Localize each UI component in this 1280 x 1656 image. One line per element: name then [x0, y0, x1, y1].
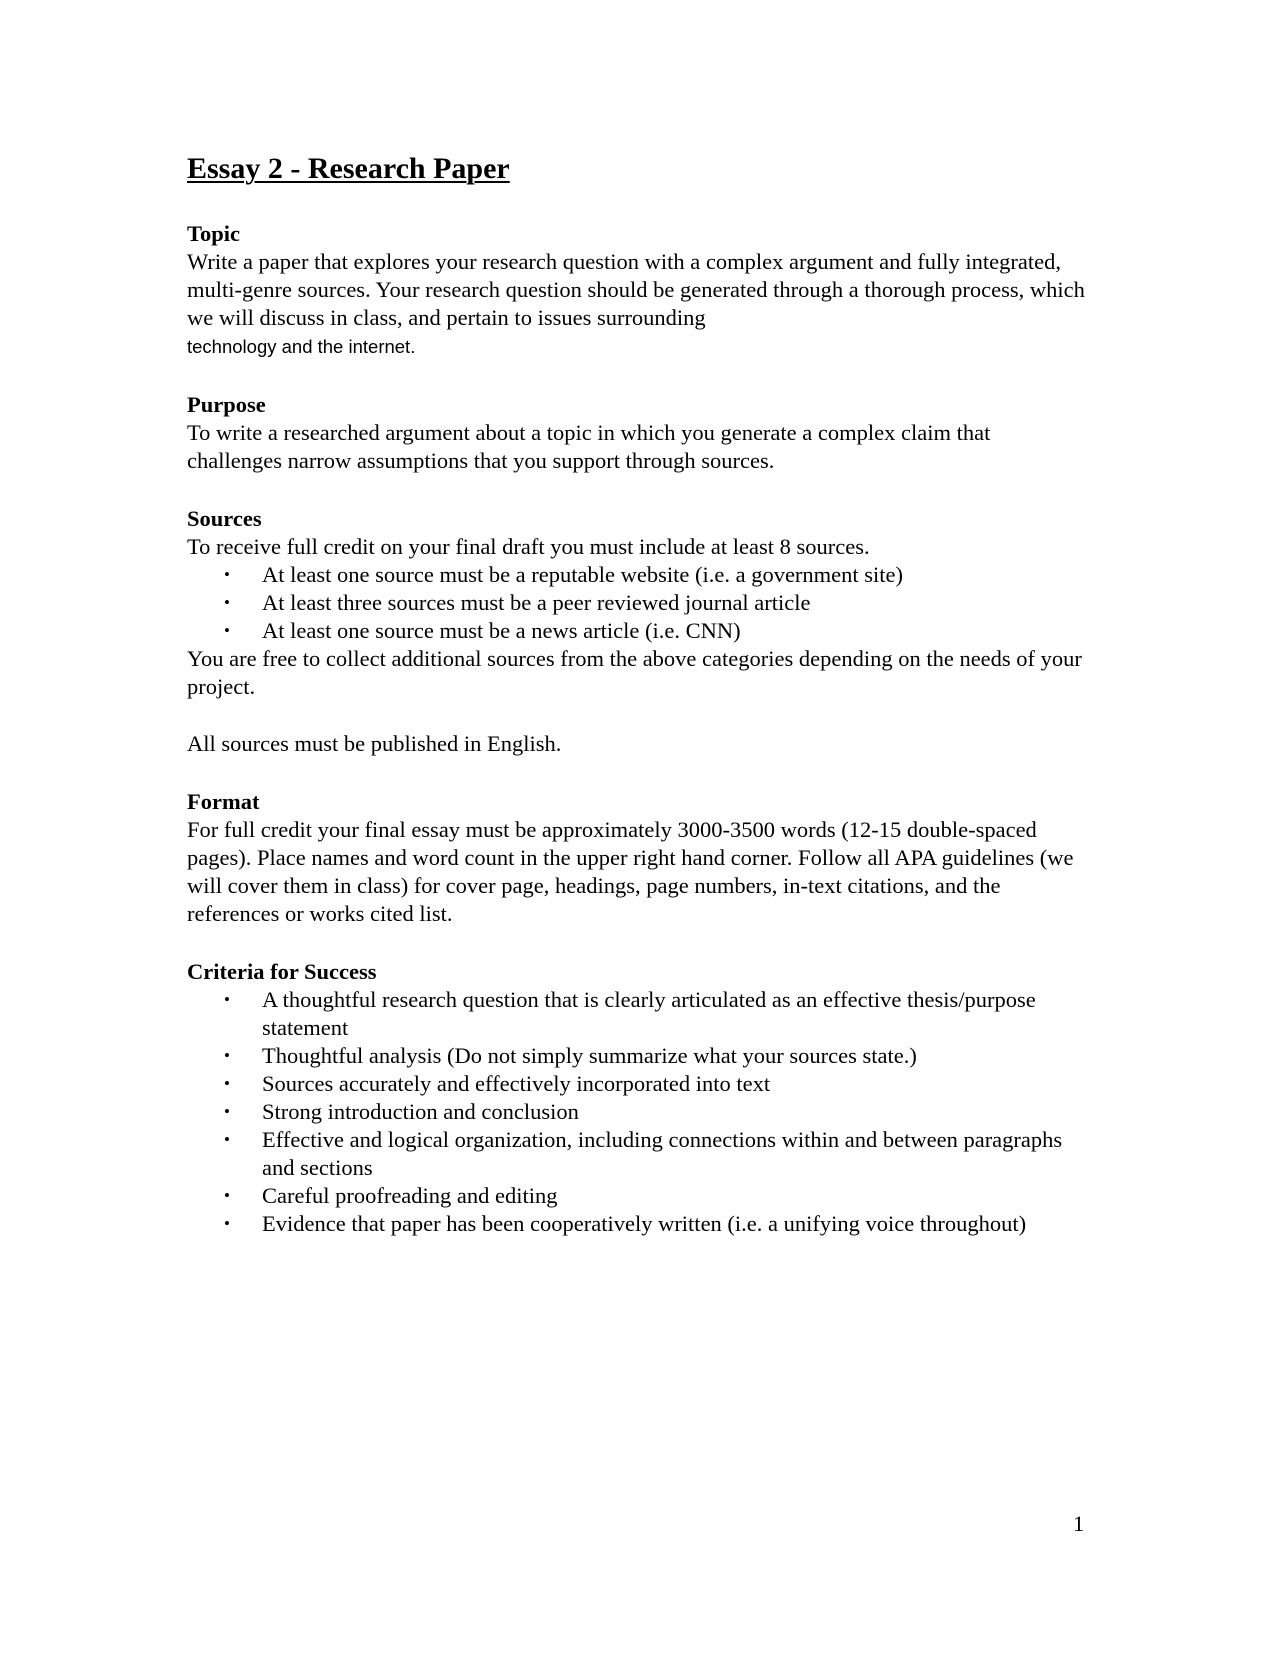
list-item: [187, 1070, 1087, 1098]
document-body: [187, 148, 1087, 1238]
sources-section: [187, 504, 1087, 758]
topic-section: [187, 219, 1087, 361]
list-item: [187, 986, 1087, 1042]
list-item-text: Careful proofreading and editing: [262, 1183, 558, 1208]
purpose-heading: Purpose: [187, 392, 266, 417]
list-item: [187, 617, 1087, 645]
bullet-icon: •: [224, 1102, 230, 1121]
bullet-icon: •: [224, 621, 230, 640]
list-item-text: Effective and logical organization, including connections within and between paragraphs and sections: [262, 1127, 1063, 1180]
sources-english-note: All sources must be published in English.: [187, 731, 562, 756]
bullet-icon: •: [224, 1046, 230, 1065]
format-section: [187, 787, 1087, 928]
format-text: For full credit your final essay must be approximately 3000-3500 words (12-15 double-spaced pages). Place names and word count in the upper right hand corner. Follow all APA guidelines (we will cover them in class) for cover page, headings, page numbers, in-text citations, and the references or works cited list.: [187, 817, 1074, 926]
sources-outro: You are free to collect additional sources from the above categories depending on the needs of your project.: [187, 646, 1082, 699]
purpose-text: To write a researched argument about a topic in which you generate a complex claim that challenges narrow assumptions that you support through sources.: [187, 420, 991, 473]
criteria-heading: Criteria for Success: [187, 959, 377, 984]
list-item: [187, 1210, 1087, 1238]
sources-heading: Sources: [187, 506, 262, 531]
list-item: [187, 1042, 1087, 1070]
bullet-icon: •: [224, 593, 230, 612]
topic-text-sans: technology and the internet.: [187, 336, 416, 357]
spacer: [187, 701, 1087, 730]
list-item: [187, 561, 1087, 589]
list-item-text: Strong introduction and conclusion: [262, 1099, 579, 1124]
criteria-section: [187, 957, 1087, 1238]
purpose-section: [187, 390, 1087, 475]
topic-text: [187, 248, 1087, 361]
list-item: [187, 589, 1087, 617]
topic-heading: Topic: [187, 221, 240, 246]
criteria-list: [187, 986, 1087, 1238]
bullet-icon: •: [224, 1214, 230, 1233]
list-item: [187, 1098, 1087, 1126]
list-item-text: A thoughtful research question that is clearly articulated as an effective thesis/purpose statement: [262, 987, 1036, 1040]
list-item-text: Thoughtful analysis (Do not simply summarize what your sources state.): [262, 1043, 917, 1068]
bullet-icon: •: [224, 990, 230, 1009]
list-item-text: Sources accurately and effectively incorporated into text: [262, 1071, 771, 1096]
topic-text-serif: Write a paper that explores your research question with a complex argument and fully integrated, multi-genre sources. Your research question should be generated through a thorough process, which we will discuss in class, and pertain to issues surrounding: [187, 249, 1085, 330]
bullet-icon: •: [224, 1130, 230, 1149]
list-item-text: At least one source must be a reputable website (i.e. a government site): [262, 562, 904, 587]
sources-intro: To receive full credit on your final draft you must include at least 8 sources.: [187, 534, 870, 559]
page-title: Essay 2 - Research Paper: [187, 152, 510, 185]
bullet-icon: •: [224, 1186, 230, 1205]
list-item: [187, 1182, 1087, 1210]
page-number: 1: [1073, 1511, 1085, 1536]
sources-list: [187, 561, 1087, 645]
format-heading: Format: [187, 789, 260, 814]
bullet-icon: •: [224, 565, 230, 584]
list-item-text: At least one source must be a news article (i.e. CNN): [262, 618, 741, 643]
list-item: [187, 1126, 1087, 1182]
list-item-text: At least three sources must be a peer reviewed journal article: [262, 590, 811, 615]
bullet-icon: •: [224, 1074, 230, 1093]
list-item-text: Evidence that paper has been cooperatively written (i.e. a unifying voice throughout): [262, 1211, 1027, 1236]
